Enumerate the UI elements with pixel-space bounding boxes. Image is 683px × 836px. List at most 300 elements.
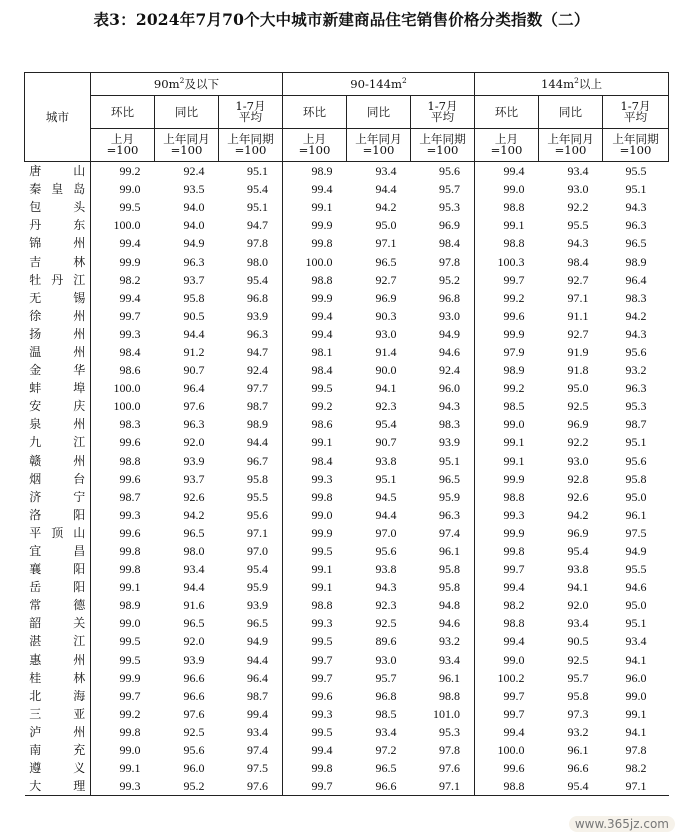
city-name-cell bbox=[25, 488, 91, 506]
city-name-cell bbox=[25, 271, 91, 289]
city-name-cell bbox=[25, 470, 91, 488]
index-value-cell: 100.0 bbox=[113, 218, 141, 233]
table-header bbox=[25, 73, 669, 162]
table-row bbox=[25, 361, 669, 379]
table-row bbox=[25, 560, 669, 578]
city-name: 岳阳 bbox=[29, 580, 86, 595]
index-value-cell: 99.7 bbox=[283, 777, 347, 796]
index-value-cell: 93.0 bbox=[567, 453, 589, 468]
index-value-cell: 92.3 bbox=[375, 399, 397, 414]
index-value-cell: 96.5 bbox=[625, 236, 647, 251]
city-name-cell bbox=[25, 325, 91, 343]
index-value-cell: 99.9 bbox=[503, 326, 525, 341]
city-name-cell bbox=[25, 252, 91, 270]
index-value-cell: 94.7 bbox=[219, 343, 283, 361]
index-value-cell: 94.3 bbox=[625, 326, 647, 341]
index-value-cell: 96.8 bbox=[219, 289, 283, 307]
index-value-cell: 98.4 bbox=[311, 453, 333, 468]
table-row bbox=[25, 289, 669, 307]
index-value-cell: 92.7 bbox=[567, 326, 589, 341]
index-value-cell: 95.7 bbox=[567, 670, 589, 685]
index-value-cell: 96.5 bbox=[375, 761, 397, 776]
index-value-cell: 99.4 bbox=[503, 724, 525, 739]
subcol-mom: 环比 bbox=[283, 96, 347, 129]
table-row bbox=[25, 271, 669, 289]
index-value-cell: 99.5 bbox=[119, 652, 141, 667]
index-value-cell: 94.3 bbox=[567, 236, 589, 251]
index-value-cell: 99.1 bbox=[503, 218, 525, 233]
city-name: 北海 bbox=[29, 688, 86, 703]
index-value-cell: 99.7 bbox=[503, 562, 525, 577]
index-value-cell: 99.7 bbox=[311, 652, 333, 667]
index-value-cell: 98.7 bbox=[119, 489, 141, 504]
index-value-cell: 99.3 bbox=[311, 616, 333, 631]
base-ytd: 上年同期 =100 bbox=[411, 129, 475, 162]
table-row bbox=[25, 180, 669, 198]
index-value-cell: 99.0 bbox=[503, 182, 525, 197]
index-value-cell: 99.8 bbox=[311, 761, 333, 776]
index-value-cell: 99.9 bbox=[503, 471, 525, 486]
city-name: 惠州 bbox=[29, 652, 86, 667]
index-value-cell: 95.5 bbox=[219, 488, 283, 506]
table-row bbox=[25, 433, 669, 451]
city-name: 九江 bbox=[29, 435, 86, 450]
index-value-cell: 94.9 bbox=[625, 544, 647, 559]
index-value-cell: 94.4 bbox=[219, 433, 283, 451]
index-value-cell: 95.3 bbox=[411, 723, 475, 741]
subcol-yoy: 同比 bbox=[155, 96, 219, 129]
index-value-cell: 99.1 bbox=[311, 580, 333, 595]
index-value-cell: 92.7 bbox=[567, 272, 589, 287]
table-row bbox=[25, 198, 669, 216]
index-value-cell: 94.3 bbox=[375, 580, 397, 595]
city-name-cell bbox=[25, 723, 91, 741]
index-value-cell: 91.8 bbox=[567, 363, 589, 378]
index-value-cell: 99.3 bbox=[91, 777, 155, 796]
index-value-cell: 90.3 bbox=[375, 308, 397, 323]
index-value-cell: 95.2 bbox=[411, 271, 475, 289]
index-value-cell: 99.8 bbox=[503, 544, 525, 559]
index-value-cell: 91.2 bbox=[183, 344, 205, 359]
index-value-cell: 95.6 bbox=[183, 743, 205, 758]
table-row bbox=[25, 687, 669, 705]
subcol-mom: 环比 bbox=[91, 96, 155, 129]
index-value-cell: 96.7 bbox=[219, 452, 283, 470]
index-value-cell: 96.3 bbox=[411, 506, 475, 524]
index-value-cell: 99.4 bbox=[503, 164, 525, 179]
index-value-cell: 96.0 bbox=[183, 761, 205, 776]
table-row bbox=[25, 669, 669, 687]
index-value-cell: 94.0 bbox=[183, 218, 205, 233]
subcol-yoy: 同比 bbox=[539, 96, 603, 129]
index-value-cell: 99.3 bbox=[119, 326, 141, 341]
index-value-cell: 99.3 bbox=[311, 471, 333, 486]
index-value-cell: 95.0 bbox=[625, 489, 647, 504]
index-value-cell: 100.0 bbox=[113, 399, 141, 414]
index-value-cell: 95.8 bbox=[183, 290, 205, 305]
table-row bbox=[25, 596, 669, 614]
index-value-cell: 99.1 bbox=[119, 580, 141, 595]
index-value-cell: 98.8 bbox=[503, 616, 525, 631]
index-value-cell: 96.9 bbox=[411, 216, 475, 234]
index-value-cell: 93.9 bbox=[411, 433, 475, 451]
index-value-cell: 98.5 bbox=[375, 706, 397, 721]
index-value-cell: 93.4 bbox=[219, 723, 283, 741]
group-header-small: $90m^2$及以下 bbox=[91, 73, 283, 96]
table-row bbox=[25, 470, 669, 488]
table-row bbox=[25, 759, 669, 777]
index-value-cell: 93.5 bbox=[183, 182, 205, 197]
index-value-cell: 99.7 bbox=[119, 308, 141, 323]
table-row bbox=[25, 777, 669, 796]
index-value-cell: 95.7 bbox=[411, 180, 475, 198]
city-name-cell bbox=[25, 632, 91, 650]
index-value-cell: 95.8 bbox=[411, 578, 475, 596]
index-value-cell: 97.8 bbox=[625, 743, 647, 758]
group-header-medium: $90-144m^2$ bbox=[283, 73, 475, 96]
index-value-cell: 93.4 bbox=[567, 164, 589, 179]
city-name: 丹东 bbox=[29, 218, 86, 233]
city-name-cell bbox=[25, 289, 91, 307]
index-value-cell: 92.4 bbox=[219, 361, 283, 379]
index-value-cell: 92.6 bbox=[567, 489, 589, 504]
index-value-cell: 99.6 bbox=[119, 435, 141, 450]
index-value-cell: 93.4 bbox=[567, 616, 589, 631]
index-value-cell: 100.0 bbox=[305, 254, 333, 269]
index-value-cell: 99.2 bbox=[119, 706, 141, 721]
base-yoy: 上年同月 =100 bbox=[539, 129, 603, 162]
index-value-cell: 99.4 bbox=[311, 182, 333, 197]
index-value-cell: 99.5 bbox=[311, 544, 333, 559]
index-value-cell: 98.2 bbox=[625, 761, 647, 776]
index-value-cell: 99.0 bbox=[503, 652, 525, 667]
index-value-cell: 97.8 bbox=[411, 252, 475, 270]
city-name-cell bbox=[25, 542, 91, 560]
index-value-cell: 94.6 bbox=[411, 343, 475, 361]
index-value-cell: 95.7 bbox=[375, 670, 397, 685]
index-value-cell: 99.3 bbox=[503, 507, 525, 522]
index-value-cell: 99.1 bbox=[311, 200, 333, 215]
index-value-cell: 98.0 bbox=[183, 544, 205, 559]
index-value-cell: 94.3 bbox=[625, 200, 647, 215]
index-value-cell: 99.3 bbox=[119, 507, 141, 522]
index-value-cell: 93.9 bbox=[219, 596, 283, 614]
city-name-cell bbox=[25, 433, 91, 451]
index-value-cell: 97.6 bbox=[183, 706, 205, 721]
index-value-cell: 96.1 bbox=[411, 669, 475, 687]
index-value-cell: 93.9 bbox=[183, 652, 205, 667]
table-row bbox=[25, 614, 669, 632]
index-value-cell: 95.8 bbox=[567, 688, 589, 703]
index-value-cell: 98.3 bbox=[119, 417, 141, 432]
index-value-cell: 95.4 bbox=[539, 777, 603, 796]
index-value-cell: 93.2 bbox=[411, 632, 475, 650]
index-value-cell: 91.1 bbox=[567, 308, 589, 323]
site-watermark: www.365jz.com bbox=[569, 816, 675, 832]
index-value-cell: 99.9 bbox=[119, 670, 141, 685]
city-name-cell bbox=[25, 560, 91, 578]
index-value-cell: 99.8 bbox=[119, 544, 141, 559]
index-value-cell: 93.4 bbox=[625, 634, 647, 649]
city-name: 南充 bbox=[29, 743, 86, 758]
index-value-cell: 98.4 bbox=[567, 254, 589, 269]
index-value-cell: 97.6 bbox=[183, 399, 205, 414]
index-value-cell: 94.4 bbox=[375, 507, 397, 522]
table-row bbox=[25, 415, 669, 433]
index-value-cell: 95.1 bbox=[625, 182, 647, 197]
table-row bbox=[25, 542, 669, 560]
index-value-cell: 94.1 bbox=[625, 652, 647, 667]
index-value-cell: 97.5 bbox=[219, 759, 283, 777]
city-name-cell bbox=[25, 506, 91, 524]
index-value-cell: 93.0 bbox=[375, 326, 397, 341]
index-value-cell: 93.0 bbox=[567, 182, 589, 197]
city-name-cell bbox=[25, 741, 91, 759]
index-value-cell: 99.5 bbox=[311, 724, 333, 739]
index-value-cell: 95.1 bbox=[219, 162, 283, 181]
index-value-cell: 90.0 bbox=[375, 363, 397, 378]
index-value-cell: 95.4 bbox=[219, 180, 283, 198]
city-name: 包头 bbox=[29, 200, 86, 215]
index-value-cell: 93.9 bbox=[183, 453, 205, 468]
index-value-cell: 95.1 bbox=[625, 435, 647, 450]
index-value-cell: 97.4 bbox=[411, 524, 475, 542]
index-value-cell: 92.0 bbox=[183, 435, 205, 450]
index-value-cell: 95.4 bbox=[219, 560, 283, 578]
index-value-cell: 99.1 bbox=[503, 435, 525, 450]
index-value-cell: 98.8 bbox=[475, 777, 539, 796]
table-row bbox=[25, 252, 669, 270]
city-name: 泸州 bbox=[29, 724, 86, 739]
index-value-cell: 94.1 bbox=[375, 381, 397, 396]
index-value-cell: 92.8 bbox=[567, 471, 589, 486]
city-name-cell bbox=[25, 361, 91, 379]
price-index-table bbox=[24, 72, 669, 796]
index-value-cell: 99.0 bbox=[119, 616, 141, 631]
index-value-cell: 99.0 bbox=[119, 743, 141, 758]
city-name: 烟台 bbox=[29, 471, 86, 486]
index-value-cell: 96.1 bbox=[567, 743, 589, 758]
index-value-cell: 93.9 bbox=[219, 307, 283, 325]
city-name: 徐州 bbox=[29, 308, 86, 323]
index-value-cell: 96.4 bbox=[219, 669, 283, 687]
city-name: 金华 bbox=[29, 363, 86, 378]
index-value-cell: 97.2 bbox=[375, 743, 397, 758]
index-value-cell: 97.8 bbox=[411, 741, 475, 759]
index-value-cell: 98.9 bbox=[503, 363, 525, 378]
city-name-cell bbox=[25, 578, 91, 596]
index-value-cell: 98.9 bbox=[311, 164, 333, 179]
index-value-cell: 94.2 bbox=[183, 507, 205, 522]
index-value-cell: 95.6 bbox=[625, 344, 647, 359]
index-value-cell: 92.6 bbox=[183, 489, 205, 504]
index-value-cell: 94.4 bbox=[183, 580, 205, 595]
index-value-cell: 99.8 bbox=[119, 724, 141, 739]
index-value-cell: 99.6 bbox=[503, 308, 525, 323]
city-name-cell bbox=[25, 759, 91, 777]
index-value-cell: 99.5 bbox=[311, 381, 333, 396]
index-value-cell: 99.0 bbox=[625, 688, 647, 703]
city-name-cell bbox=[25, 216, 91, 234]
index-value-cell: 99.9 bbox=[119, 254, 141, 269]
index-value-cell: 98.4 bbox=[119, 344, 141, 359]
index-value-cell: 98.4 bbox=[311, 363, 333, 378]
table-row bbox=[25, 705, 669, 723]
index-value-cell: 94.4 bbox=[219, 651, 283, 669]
index-value-cell: 97.6 bbox=[219, 777, 283, 796]
index-value-cell: 99.6 bbox=[311, 688, 333, 703]
table-row bbox=[25, 578, 669, 596]
index-value-cell: 97.0 bbox=[219, 542, 283, 560]
index-value-cell: 90.7 bbox=[183, 363, 205, 378]
index-value-cell: 95.9 bbox=[411, 488, 475, 506]
index-value-cell: 97.5 bbox=[625, 525, 647, 540]
index-value-cell: 94.1 bbox=[567, 580, 589, 595]
index-value-cell: 99.1 bbox=[625, 706, 647, 721]
index-value-cell: 99.4 bbox=[219, 705, 283, 723]
index-value-cell: 95.5 bbox=[567, 218, 589, 233]
subcol-yoy: 同比 bbox=[347, 96, 411, 129]
index-value-cell: 95.3 bbox=[411, 198, 475, 216]
index-value-cell: 99.4 bbox=[311, 308, 333, 323]
index-value-cell: 96.1 bbox=[411, 542, 475, 560]
index-value-cell: 96.3 bbox=[625, 218, 647, 233]
index-value-cell: 99.0 bbox=[119, 182, 141, 197]
city-name-cell bbox=[25, 343, 91, 361]
index-value-cell: 98.7 bbox=[219, 397, 283, 415]
index-value-cell: 99.8 bbox=[311, 236, 333, 251]
index-value-cell: 96.3 bbox=[625, 381, 647, 396]
city-name-cell bbox=[25, 687, 91, 705]
index-value-cell: 96.5 bbox=[219, 614, 283, 632]
index-value-cell: 99.9 bbox=[311, 218, 333, 233]
city-name: 安庆 bbox=[29, 399, 86, 414]
index-value-cell: 96.5 bbox=[183, 616, 205, 631]
index-value-cell: 98.7 bbox=[625, 417, 647, 432]
index-value-cell: 97.8 bbox=[219, 234, 283, 252]
index-value-cell: 96.0 bbox=[625, 670, 647, 685]
index-value-cell: 95.5 bbox=[625, 562, 647, 577]
index-value-cell: 95.8 bbox=[625, 471, 647, 486]
index-value-cell: 95.5 bbox=[625, 164, 647, 179]
index-value-cell: 92.2 bbox=[567, 200, 589, 215]
index-value-cell: 96.3 bbox=[183, 254, 205, 269]
index-value-cell: 97.1 bbox=[411, 777, 475, 796]
table-row bbox=[25, 397, 669, 415]
index-value-cell: 97.7 bbox=[219, 379, 283, 397]
index-value-cell: 98.6 bbox=[119, 363, 141, 378]
table-row bbox=[25, 379, 669, 397]
index-value-cell: 94.9 bbox=[219, 632, 283, 650]
subcol-mom: 环比 bbox=[475, 96, 539, 129]
index-value-cell: 95.4 bbox=[375, 417, 397, 432]
index-value-cell: 96.9 bbox=[567, 417, 589, 432]
index-value-cell: 95.1 bbox=[411, 452, 475, 470]
index-value-cell: 95.6 bbox=[375, 544, 397, 559]
index-value-cell: 96.3 bbox=[219, 325, 283, 343]
index-value-cell: 98.2 bbox=[503, 598, 525, 613]
index-value-cell: 96.1 bbox=[625, 507, 647, 522]
table-row bbox=[25, 723, 669, 741]
index-value-cell: 99.4 bbox=[119, 290, 141, 305]
city-name: 桂林 bbox=[29, 670, 86, 685]
index-value-cell: 99.4 bbox=[503, 580, 525, 595]
index-value-cell: 96.9 bbox=[567, 525, 589, 540]
city-name-cell bbox=[25, 669, 91, 687]
index-value-cell: 94.6 bbox=[625, 580, 647, 595]
table-row bbox=[25, 651, 669, 669]
city-name-cell bbox=[25, 415, 91, 433]
index-value-cell: 92.0 bbox=[183, 634, 205, 649]
index-value-cell: 94.8 bbox=[411, 596, 475, 614]
city-name: 赣州 bbox=[29, 453, 86, 468]
index-value-cell: 94.9 bbox=[411, 325, 475, 343]
index-value-cell: 96.8 bbox=[411, 289, 475, 307]
index-value-cell: 99.7 bbox=[503, 706, 525, 721]
index-value-cell: 99.0 bbox=[503, 417, 525, 432]
index-value-cell: 95.0 bbox=[375, 218, 397, 233]
index-value-cell: 95.3 bbox=[625, 399, 647, 414]
city-name-cell bbox=[25, 777, 91, 796]
index-value-cell: 93.8 bbox=[375, 562, 397, 577]
index-value-cell: 92.2 bbox=[567, 435, 589, 450]
index-value-cell: 99.4 bbox=[311, 743, 333, 758]
index-value-cell: 90.7 bbox=[375, 435, 397, 450]
index-value-cell: 96.6 bbox=[347, 777, 411, 796]
index-value-cell: 100.3 bbox=[497, 254, 525, 269]
index-value-cell: 98.1 bbox=[311, 344, 333, 359]
index-value-cell: 94.7 bbox=[219, 216, 283, 234]
city-name: 湛江 bbox=[29, 634, 86, 649]
city-name-cell bbox=[25, 180, 91, 198]
group-header-large: $144m^2$以上 bbox=[475, 73, 669, 96]
index-value-cell: 98.9 bbox=[219, 415, 283, 433]
index-value-cell: 91.9 bbox=[567, 344, 589, 359]
table-row bbox=[25, 632, 669, 650]
index-value-cell: 99.1 bbox=[503, 453, 525, 468]
index-value-cell: 94.4 bbox=[375, 182, 397, 197]
index-value-cell: 99.6 bbox=[119, 525, 141, 540]
city-name: 三亚 bbox=[29, 706, 86, 721]
subcol-ytd-avg: 1-7月 平均 bbox=[219, 96, 283, 129]
index-value-cell: 92.7 bbox=[375, 272, 397, 287]
index-value-cell: 99.6 bbox=[119, 471, 141, 486]
index-value-cell: 96.5 bbox=[411, 470, 475, 488]
city-name-cell bbox=[25, 307, 91, 325]
index-value-cell: 95.0 bbox=[625, 598, 647, 613]
index-value-cell: 94.4 bbox=[183, 326, 205, 341]
index-value-cell: 99.7 bbox=[503, 272, 525, 287]
index-value-cell: 99.4 bbox=[503, 634, 525, 649]
index-value-cell: 98.0 bbox=[219, 252, 283, 270]
index-value-cell: 93.0 bbox=[411, 307, 475, 325]
base-mom: 上月 =100 bbox=[283, 129, 347, 162]
index-value-cell: 99.3 bbox=[311, 706, 333, 721]
index-value-cell: 99.2 bbox=[503, 381, 525, 396]
index-value-cell: 96.3 bbox=[183, 417, 205, 432]
city-name: 扬州 bbox=[29, 326, 86, 341]
table-row bbox=[25, 325, 669, 343]
index-value-cell: 92.5 bbox=[183, 724, 205, 739]
index-value-cell: 95.9 bbox=[219, 578, 283, 596]
city-name-cell bbox=[25, 651, 91, 669]
index-value-cell: 97.9 bbox=[503, 344, 525, 359]
index-value-cell: 99.4 bbox=[119, 236, 141, 251]
base-mom: 上月 =100 bbox=[475, 129, 539, 162]
index-value-cell: 99.5 bbox=[311, 634, 333, 649]
index-value-cell: 96.9 bbox=[375, 290, 397, 305]
index-value-cell: 97.1 bbox=[219, 524, 283, 542]
